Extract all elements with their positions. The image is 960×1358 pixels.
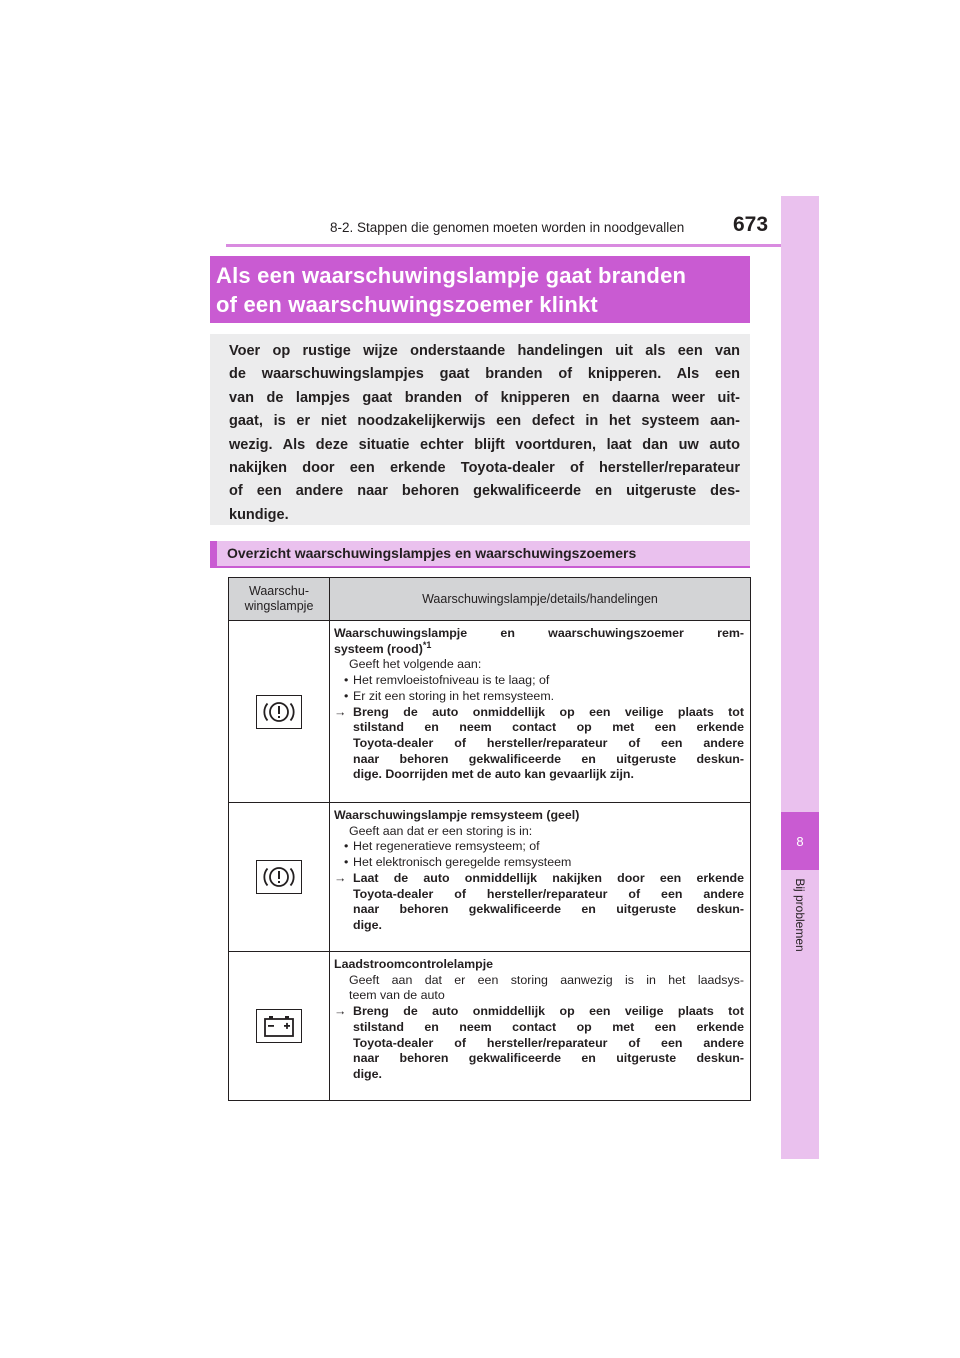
- action-line: dige.: [353, 917, 382, 932]
- bullet-item: • Het regeneratieve remsysteem; of: [334, 839, 744, 855]
- table-header-row: [229, 578, 751, 621]
- table-row: [229, 952, 751, 1101]
- column-header-lamp-line-1: Waarschu-: [249, 584, 309, 598]
- intro-line: kundige.: [229, 506, 289, 523]
- chapter-number: 8: [796, 833, 804, 849]
- action-line: dige. Doorrijden met de auto kan gevaarlijk zijn.: [353, 767, 634, 782]
- chapter-side-tab: [781, 196, 819, 1159]
- title-line-1: Als een waarschuwingslampje gaat branden: [216, 263, 687, 288]
- lamp-intro: Geeft het volgende aan:: [349, 657, 482, 672]
- section-accent: [210, 541, 217, 566]
- lamp-intro-line: teem van de auto: [349, 988, 445, 1003]
- header-rule: [226, 244, 818, 247]
- title-line-2: of een waarschuwingszoemer klinkt: [216, 292, 598, 317]
- section-header: 8-2. Stappen die genomen moeten worden in noodgevallen: [330, 220, 685, 235]
- action-line: Toyota-dealer of hersteller/reparateur of een andere: [353, 886, 744, 901]
- column-header-lamp: [229, 578, 330, 621]
- warning-lights-table: [228, 577, 751, 1101]
- lamp-intro: Geeft aan dat er een storing is in:: [349, 823, 533, 838]
- page-number: 673: [733, 213, 769, 236]
- lamp-intro: [334, 973, 744, 1004]
- action-block: [334, 705, 744, 784]
- column-header-lamp-line-2: wingslampje: [244, 599, 314, 613]
- lamp-intro-line: Geeft aan dat er een storing aanwezig is in het laadsys-: [349, 972, 744, 987]
- section-heading: [210, 541, 750, 568]
- table-row: [229, 803, 751, 952]
- action-block: [334, 1004, 744, 1083]
- action-line: Toyota-dealer of hersteller/reparateur of een andere: [353, 1035, 744, 1050]
- intro-box: [210, 334, 750, 525]
- intro-line: van de lampjes gaat branden of knipperen en daarna weer uit-: [229, 389, 740, 406]
- bullet-item: • Het remvloeistofniveau is te laag; of: [334, 673, 744, 689]
- column-header-details: Waarschuwingslampje/details/handelingen: [330, 578, 751, 621]
- intro-line: gaat, is er niet noodzakelijkerwijs een defect in het systeem aan-: [229, 413, 740, 430]
- intro-line: wezig. Als deze situatie echter blijft voortduren, laat dan uw auto: [229, 436, 740, 453]
- table-row: [229, 621, 751, 803]
- lamp-title: Waarschuwingslampje remsysteem (geel): [334, 808, 580, 822]
- action-line: naar behoren gekwalificeerde en uitgeruste deskun-: [353, 751, 744, 766]
- action-line: Laat de auto onmiddellijk nakijken door een erkende: [353, 870, 744, 885]
- action-line: Breng de auto onmiddellijk op een veilige plaats tot: [353, 1004, 744, 1019]
- section-heading-label: Overzicht waarschuwingslampjes en waarschuwingszoemers: [227, 545, 637, 561]
- action-line: dige.: [353, 1066, 382, 1081]
- brake-system-warning-icon: [256, 860, 302, 894]
- intro-line: de waarschuwingslampjes gaat branden of knipperen. Als een: [229, 366, 740, 383]
- intro-line: Voer op rustige wijze onderstaande handelingen uit als een van: [229, 343, 740, 359]
- chapter-label: Bij problemen: [793, 878, 807, 952]
- intro-line: of een andere naar behoren gekwalificeerde en uitgeruste des-: [229, 483, 740, 500]
- intro-line: nakijken door een erkende Toyota-dealer of hersteller/reparateur: [229, 460, 740, 477]
- action-line: Breng de auto onmiddellijk op een veilige plaats tot: [353, 704, 744, 719]
- page-title: [210, 256, 750, 323]
- details-cell: [330, 952, 751, 1101]
- icon-cell: [229, 803, 330, 952]
- arrow-icon: →: [334, 870, 347, 885]
- lamp-title: Waarschuwingslampje en waarschuwingszoemer rem-: [334, 626, 744, 640]
- brake-warning-icon: [256, 695, 302, 729]
- icon-cell: [229, 952, 330, 1101]
- action-line: stilstand en neem contact op met een erkende: [353, 720, 744, 735]
- arrow-icon: →: [334, 704, 347, 719]
- lamp-title-cont: [334, 639, 744, 658]
- details-cell: [330, 621, 751, 803]
- action-line: stilstand en neem contact op met een erkende: [353, 1019, 744, 1034]
- battery-charge-icon: [256, 1009, 302, 1043]
- action-block: [334, 871, 744, 934]
- arrow-icon: →: [334, 1004, 347, 1019]
- chapter-number-tab: [781, 812, 819, 870]
- details-cell: [330, 803, 751, 952]
- lamp-title: Laadstroomcontrolelampje: [334, 957, 494, 971]
- icon-cell: [229, 621, 330, 803]
- action-line: naar behoren gekwalificeerde en uitgeruste deskun-: [353, 902, 744, 917]
- footnote-marker: *1: [422, 639, 432, 650]
- bullet-item: • Er zit een storing in het remsysteem.: [334, 689, 744, 705]
- lamp-title-text: systeem (rood): [334, 641, 423, 656]
- action-line: Toyota-dealer of hersteller/reparateur of een andere: [353, 735, 744, 750]
- bullet-item: • Het elektronisch geregelde remsysteem: [334, 855, 744, 871]
- action-line: naar behoren gekwalificeerde en uitgeruste deskun-: [353, 1051, 744, 1066]
